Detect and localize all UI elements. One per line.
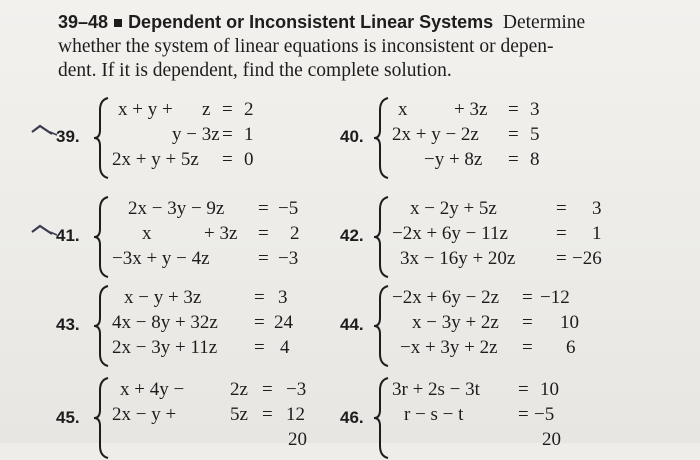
problem-number: 46.	[340, 408, 364, 427]
problem-number: 45.	[56, 408, 80, 427]
square-bullet-icon	[114, 19, 122, 27]
left-brace	[372, 96, 392, 180]
exercise-range: 39–48	[58, 12, 109, 32]
problem-number: 39.	[56, 127, 80, 146]
problem-number: 44.	[340, 315, 364, 334]
problem-number: 43.	[56, 315, 80, 334]
instruction-line2: whether the system of linear equations is inconsistent or depen-	[58, 36, 554, 57]
exercise-topic: Dependent or Inconsistent Linear Systems	[128, 12, 494, 32]
problem-number: 40.	[340, 127, 364, 146]
left-brace	[92, 284, 112, 368]
left-brace	[92, 376, 112, 460]
instruction-line1: Determine	[502, 12, 586, 33]
left-brace	[92, 96, 112, 180]
left-brace	[372, 195, 392, 279]
left-brace	[372, 284, 392, 368]
left-brace	[92, 195, 112, 279]
exercise-header	[58, 10, 688, 83]
left-brace	[372, 376, 392, 460]
problem-number: 41.	[56, 226, 80, 245]
problem-number: 42.	[340, 226, 364, 245]
instruction-line3: dent. If it is dependent, find the complete solution.	[58, 60, 452, 81]
textbook-page: 39–48 Dependent or Inconsistent Linear Systems Determine whether the system of linear equations is inconsistent or depen- dent. If it is dependent, find the complete solution. 39. x + y + z = 2 y − 3z = 1 2x + y + 5z = 0 40. x + 3z = 3 2x + y − 2z = 5 −y + 8z = 8 41. 2x − 3y − 9z = −5 x + 3z = 2 −3x + y − 4z = −3 42. x − 2y + 5z = 3 −2x + 6y − 11z = 1 3x − 16y + 20z = −26 43. x − y + 3z = 3 4x − 8y + 32z = 24 2x − 3y + 11z = 4 44. −2x + 6y − 2z = −12 x − 3y + 2z = 10 −x + 3y + 2z = 6 45. x + 4y − 2z = −3 2x − y + 5z = 12 20 46. 3r + 2s − 3t = 10 r − s − t = −5 20	[0, 0, 700, 443]
